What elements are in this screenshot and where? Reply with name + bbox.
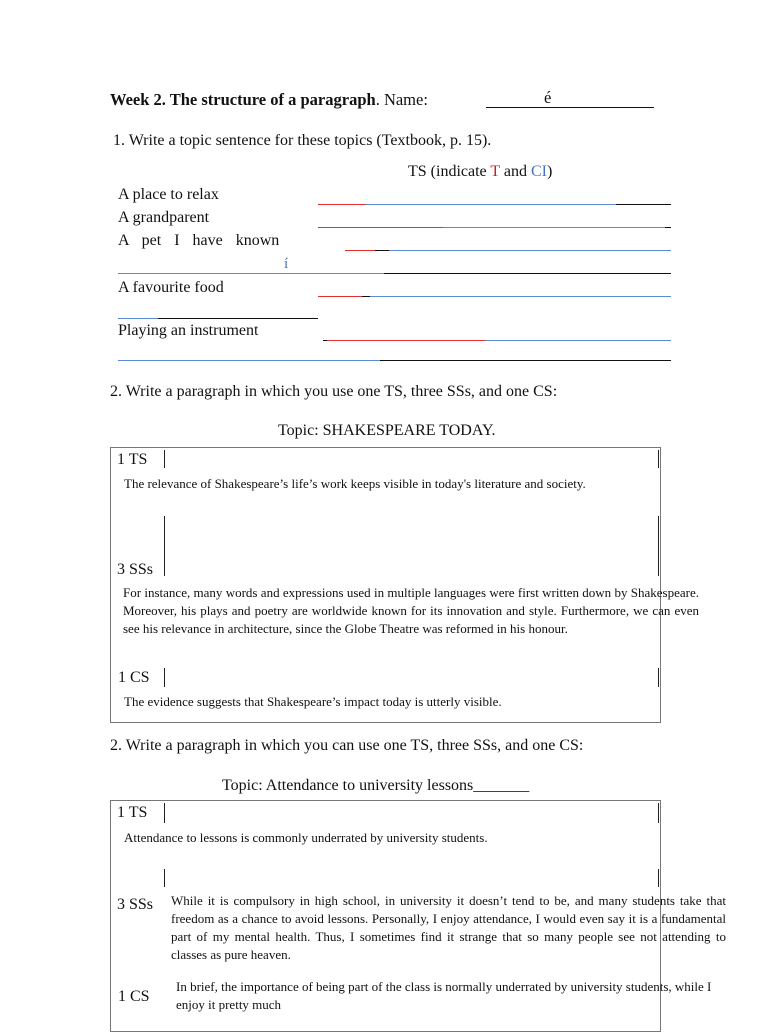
- ts-red-line: [327, 340, 485, 341]
- section2-topic: Topic: SHAKESPEARE TODAY.: [278, 422, 496, 439]
- ts-blue-line: [366, 204, 616, 205]
- divider: [658, 803, 659, 823]
- divider: [164, 450, 165, 468]
- ts-text: Attendance to lessons is commonly underrated by university students.: [124, 830, 488, 845]
- ts-indicator-ci: CI: [530, 163, 547, 180]
- stray-mark: í: [284, 256, 289, 272]
- ts-blue-line: [118, 360, 380, 361]
- ss-label: 3 SSs: [117, 561, 154, 578]
- divider: [164, 668, 165, 687]
- cs-label: 1 CS: [118, 988, 150, 1005]
- week-heading: Week 2. The structure of a paragraph: [110, 90, 376, 109]
- ts-indicator-suffix: ): [546, 163, 553, 180]
- topic-place-to-relax: A place to relax: [118, 186, 219, 203]
- ts-indicator-t: T: [490, 163, 500, 180]
- ts-black-line: [375, 250, 389, 251]
- topic-instrument: Playing an instrument: [118, 322, 259, 339]
- ts-blue-line: [389, 250, 671, 251]
- ts-black-line: [380, 360, 671, 361]
- ts-red-line: [318, 227, 443, 228]
- topic-pet: A pet I have known: [118, 232, 280, 249]
- ts-blue-line: [118, 318, 158, 319]
- ss-text: For instance, many words and expressions used in multiple languages were first written down by Shakespeare. Moreover, his plays and poetry are worldwide known for its innovation and style. Furthermore, we can even see his relevance in architecture, since the Globe Theatre was reformed in his honour.: [123, 585, 699, 636]
- section3-instruction: 2. Write a paragraph in which you can use one TS, three SSs, and one CS:: [110, 737, 584, 754]
- ss-text: While it is compulsory in high school, in university it doesn’t tend to be, and many students take that freedom as a chance to avoid lessons. Personally, I enjoy attendance, I would even say it is a fundamental part of my mental health. Thus, I sometimes find it strange that so many people see not attending to classes as pure heaven.: [171, 893, 726, 962]
- ts-label: 1 TS: [117, 451, 148, 468]
- section2-instruction: 2. Write a paragraph in which you use one TS, three SSs, and one CS:: [110, 383, 558, 400]
- name-label: . Name:: [375, 90, 428, 109]
- ts-text: The relevance of Shakespeare’s life’s work keeps visible in today's literature and society.: [124, 476, 586, 491]
- ts-black-line: [384, 273, 671, 274]
- ts-black-line: [665, 227, 671, 228]
- ts-label: 1 TS: [117, 804, 148, 821]
- divider: [658, 668, 659, 687]
- ts-black-line: [158, 318, 318, 319]
- ts-blue-line: [443, 227, 665, 228]
- divider: [658, 516, 659, 576]
- ts-indicator-prefix: TS (indicate: [408, 163, 491, 180]
- ts-red-line: [345, 250, 375, 251]
- ts-black-line: [362, 296, 370, 297]
- divider: [164, 516, 165, 576]
- ts-red-line: [318, 296, 362, 297]
- section1-instruction: 1. Write a topic sentence for these topics (Textbook, p. 15).: [113, 132, 492, 149]
- ts-black-line: [616, 204, 671, 205]
- divider: [658, 869, 659, 887]
- topic-grandparent: A grandparent: [118, 209, 210, 226]
- ss-label: 3 SSs: [117, 896, 154, 913]
- name-underline: [486, 107, 654, 108]
- section3-topic: Topic: Attendance to university lessons_______: [222, 777, 530, 794]
- divider: [658, 450, 659, 468]
- divider: [164, 869, 165, 887]
- cs-text: In brief, the importance of being part of the class is normally underrated by university students, while I enjoy it pretty much: [176, 979, 712, 1012]
- cs-text: The evidence suggests that Shakespeare’s impact today is utterly visible.: [124, 694, 502, 709]
- divider: [164, 803, 165, 823]
- worksheet-title: [110, 90, 428, 110]
- ts-blue-line: [370, 296, 671, 297]
- ts-indicator-and: and: [499, 163, 531, 180]
- name-value: é: [544, 88, 552, 107]
- ts-red-line: [318, 204, 366, 205]
- ts-indicator: [408, 163, 552, 181]
- cs-label: 1 CS: [118, 669, 150, 686]
- ts-blue-line: [118, 273, 384, 274]
- ts-blue-line: [485, 340, 671, 341]
- topic-favourite-food: A favourite food: [118, 279, 224, 296]
